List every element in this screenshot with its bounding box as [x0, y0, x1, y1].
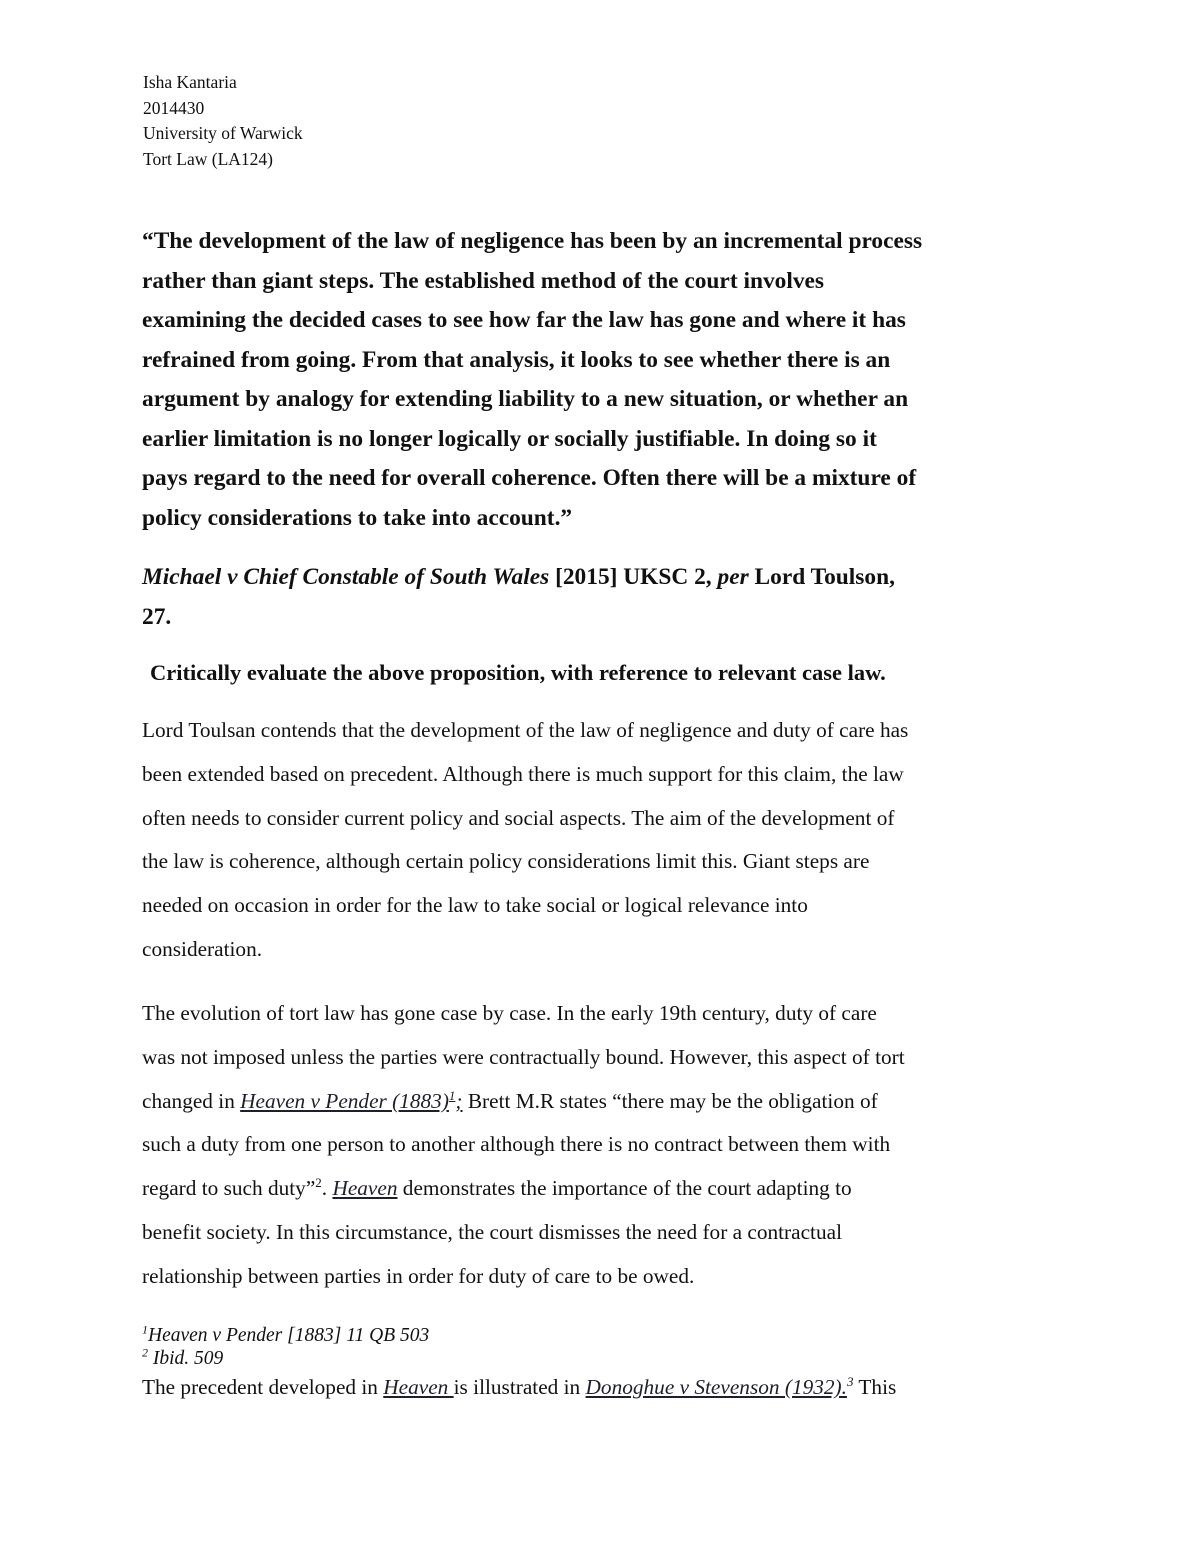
- paragraph-line: such a duty from one person to another although there is no contract between them with: [142, 1132, 891, 1157]
- citation-judge: Lord Toulson,: [748, 564, 895, 590]
- student-id: 2014430: [143, 97, 205, 118]
- quote-line: “The development of the law of negligence has been by an incremental process: [142, 228, 923, 254]
- paragraph-line: the law is coherence, although certain policy considerations limit this. Giant steps are: [142, 849, 870, 874]
- quote-line: earlier limitation is no longer logically or socially justifiable. In doing so it: [142, 425, 877, 452]
- citation-paragraph: 27.: [142, 604, 172, 630]
- text-segment: changed in: [142, 1088, 241, 1113]
- quote-line: pays regard to the need for overall coherence. Often there will be a mixture of: [142, 465, 917, 491]
- quote-line: rather than giant steps. The established method of the court involves: [142, 267, 825, 294]
- text-segment: is illustrated in: [453, 1375, 586, 1399]
- case-link-donoghue-v-stevenson[interactable]: Donoghue v Stevenson (1932).: [585, 1375, 847, 1399]
- text-segment: This: [853, 1375, 897, 1399]
- essay-question: Critically evaluate the above proposition, with reference to relevant case law.: [150, 660, 886, 685]
- citation-case-name: Michael v Chief Constable of South Wales: [142, 564, 550, 590]
- case-link-heaven[interactable]: Heaven: [332, 1176, 398, 1201]
- paragraph-line: benefit society. In this circumstance, the court dismisses the need for a contractual: [142, 1219, 842, 1244]
- footnote: [142, 1324, 429, 1347]
- text-segment: demonstrates the importance of the court adapting to: [397, 1176, 852, 1201]
- footnote-ref-2[interactable]: 2: [315, 1175, 322, 1191]
- quote-line: policy considerations to take into account.”: [142, 504, 573, 531]
- citation-per: per: [717, 564, 749, 590]
- paragraph-line: [142, 1167, 1072, 1211]
- essay-quote: [142, 222, 1072, 538]
- text-segment: regard to such duty”: [142, 1176, 316, 1201]
- paragraph-line: was not imposed unless the parties were contractually bound. However, this aspect of tort: [142, 1044, 905, 1069]
- paragraph-line: The evolution of tort law has gone case by case. In the early 19th century, duty of care: [142, 1001, 877, 1025]
- text-segment: .: [321, 1176, 333, 1201]
- body-paragraph-2: [142, 992, 1072, 1299]
- footnotes: [142, 1324, 429, 1370]
- quote-citation: [142, 557, 1072, 637]
- quote-line: refrained from going. From that analysis, it looks to see whether there is an: [142, 346, 891, 373]
- paragraph-line: Lord Toulsan contends that the development of the law of negligence and duty of care has: [142, 718, 909, 742]
- citation-reference: [2015] UKSC 2,: [549, 564, 718, 590]
- body-paragraph-1: [142, 709, 1072, 972]
- footnote-number: 1: [142, 1322, 148, 1337]
- footnote-number: 2: [142, 1345, 148, 1360]
- text-segment: The precedent developed in: [142, 1375, 384, 1399]
- text-segment: ;: [455, 1088, 463, 1113]
- paragraph-line: been extended based on precedent. Although there is much support for this claim, the law: [142, 761, 904, 786]
- author-header: [143, 70, 303, 172]
- paragraph-line: often needs to consider current policy and social aspects. The aim of the development of: [142, 805, 895, 830]
- case-link-heaven[interactable]: Heaven: [383, 1375, 454, 1399]
- author-name: Isha Kantaria: [143, 72, 237, 92]
- university-name: University of Warwick: [143, 123, 303, 143]
- paragraph-line: consideration.: [142, 936, 263, 961]
- footnote-ref-1[interactable]: 1: [448, 1087, 456, 1103]
- paragraph-line: needed on occasion in order for the law to take social or logical relevance into: [142, 893, 808, 918]
- continuation-line: [142, 1370, 896, 1404]
- footnote: [142, 1347, 429, 1370]
- footnote-text: Heaven v Pender [1883] 11 QB 503: [148, 1325, 430, 1346]
- case-link-heaven-v-pender[interactable]: Heaven v Pender (1883): [240, 1088, 449, 1113]
- paragraph-line: relationship between parties in order for duty of care to be owed.: [142, 1263, 695, 1288]
- quote-line: argument by analogy for extending liability to a new situation, or whether an: [142, 386, 909, 412]
- text-segment: Brett M.R states “there may be the obligation of: [462, 1088, 878, 1113]
- footnote-text: Ibid. 509: [148, 1348, 224, 1369]
- footnote-ref-3[interactable]: 3: [846, 1373, 854, 1389]
- module-name: Tort Law (LA124): [143, 148, 273, 169]
- paragraph-line: [142, 1080, 1072, 1124]
- quote-line: examining the decided cases to see how far the law has gone and where it has: [142, 307, 906, 333]
